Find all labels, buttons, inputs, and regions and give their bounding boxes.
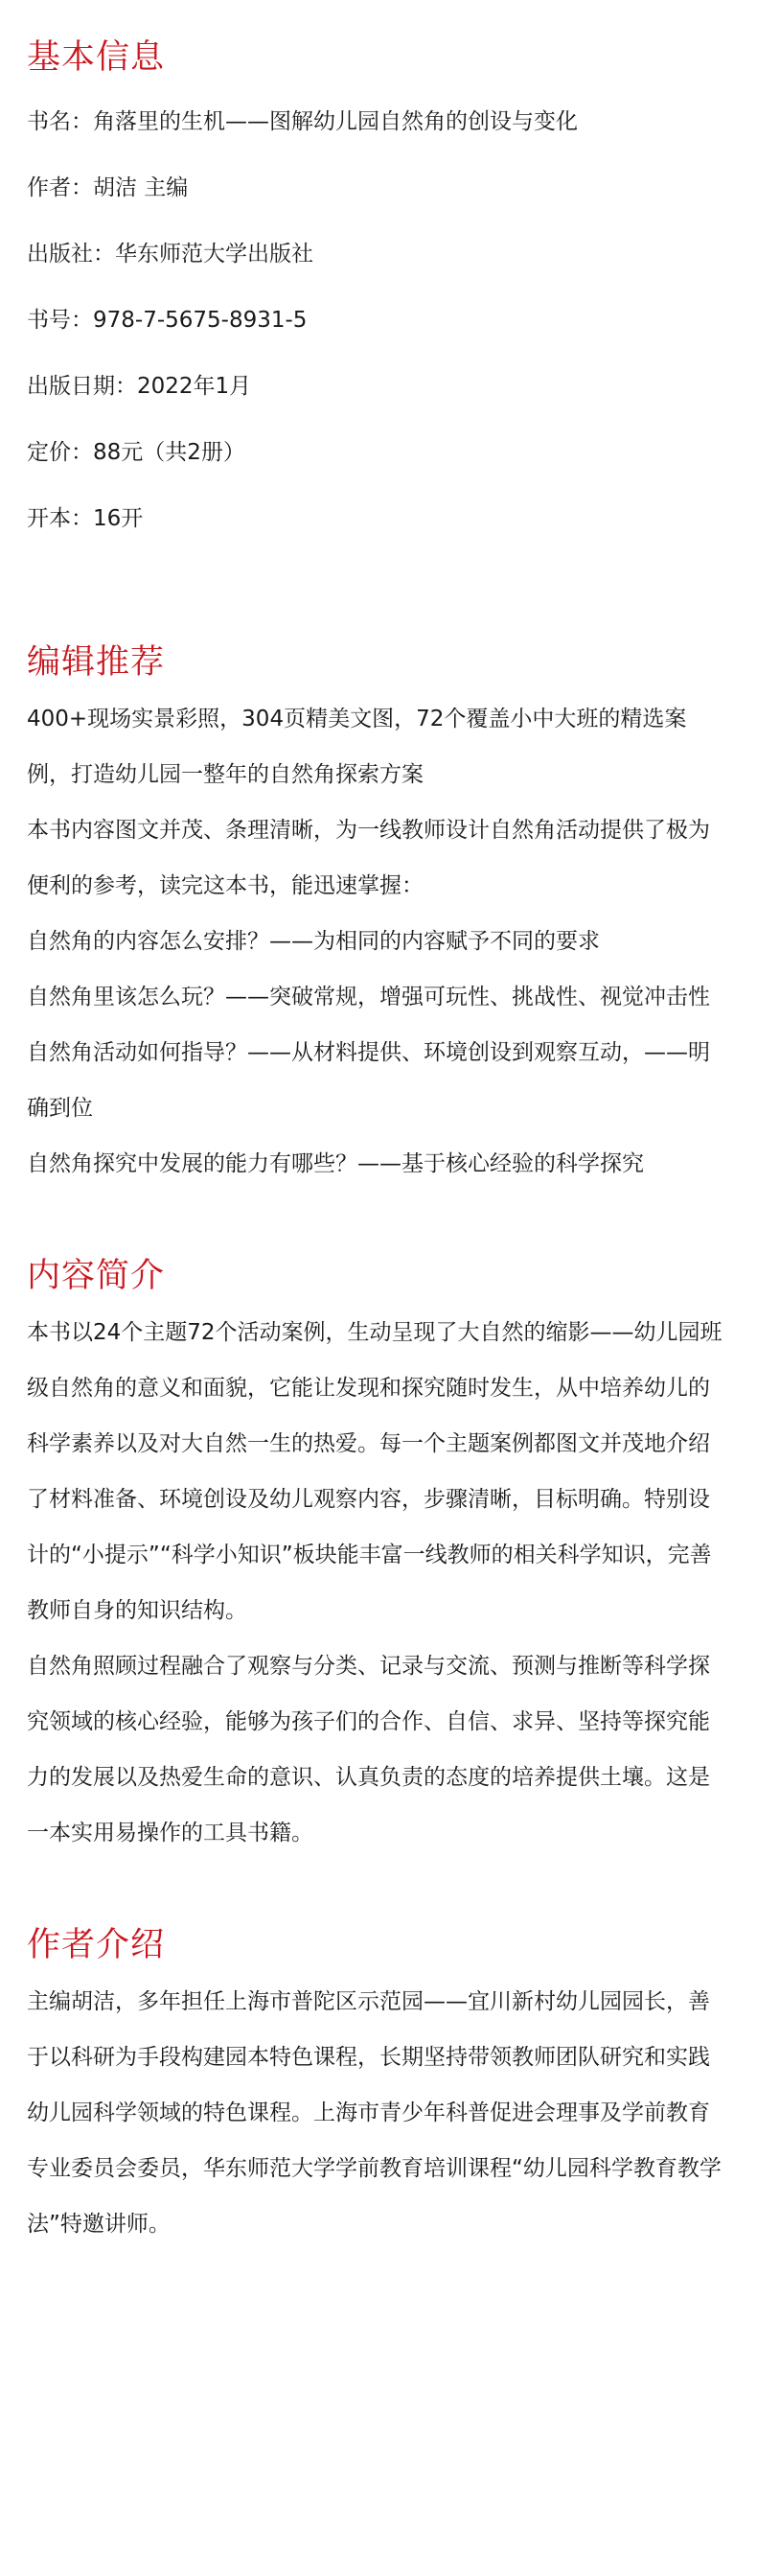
publisher-line: 出版社：华东师范大学出版社: [27, 242, 313, 267]
recommendation-paragraph: 自然角探究中发展的能力有哪些？——基于核心经验的科学探究: [27, 1151, 644, 1176]
recommendation-paragraph: 自然角的内容怎么安排？——为相同的内容赋予不同的要求: [27, 929, 600, 954]
summary-paragraph: 本书以24个主题72个活动案例，生动呈现了大自然的缩影——幼儿园班级自然角的意义和面貌，它能让发现和探究随时发生，从中培养幼儿的科学素养以及对大自然一生的热爱。每一个主题案例都图文并茂地介绍了材料准备、环境创设及幼儿观察内容，步骤清晰，目标明确。特别设计的“小提示”“科学小知识”板块能丰富一线教师的相关科学知识，完善教师自身的知识结构。: [27, 1320, 723, 1623]
publish-date-line: 出版日期：2022年1月: [27, 374, 252, 399]
recommendation-heading: 编辑推荐: [27, 643, 166, 682]
book-title-line: 书名：角落里的生机——图解幼儿园自然角的创设与变化: [27, 109, 578, 134]
recommendation-section: [27, 639, 730, 1192]
recommendation-paragraph: 自然角里该怎么玩？——突破常规，增强可玩性、挑战性、视觉冲击性: [27, 985, 710, 1010]
price-line: 定价：88元（共2册）: [27, 440, 245, 465]
summary-heading: 内容简介: [27, 1257, 166, 1295]
basic-info-section: [27, 35, 730, 578]
recommendation-paragraph: 400+现场实景彩照，304页精美文图，72个覆盖小中大班的精选案例，打造幼儿园一整年的自然角探索方案: [27, 707, 687, 787]
format-line: 开本：16开: [27, 506, 144, 531]
isbn-line: 书号：978-7-5675-8931-5: [27, 308, 308, 333]
author-line: 作者：胡洁 主编: [27, 175, 189, 200]
recommendation-paragraph: 自然角活动如何指导？——从材料提供、环境创设到观察互动，——明确到位: [27, 1040, 710, 1121]
author-paragraph: 主编胡洁，多年担任上海市普陀区示范园——宜川新村幼儿园园长，善于以科研为手段构建园本特色课程，长期坚持带领教师团队研究和实践幼儿园科学领域的特色课程。上海市青少年科普促进会理事及学前教育专业委员会委员，华东师范大学学前教育培训课程“幼儿园科学教育教学法”特邀讲师。: [27, 1989, 722, 2237]
recommendation-paragraph: 本书内容图文并茂、条理清晰，为一线教师设计自然角活动提供了极为便利的参考，读完这本书，能迅速掌握：: [27, 818, 710, 898]
author-heading: 作者介绍: [27, 1926, 166, 1964]
summary-paragraph: 自然角照顾过程融合了观察与分类、记录与交流、预测与推断等科学探究领域的核心经验，能够为孩子们的合作、自信、求异、坚持等探究能力的发展以及热爱生命的意识、认真负责的态度的培养提供土壤。这是一本实用易操作的工具书籍。: [27, 1654, 710, 1845]
basic-info-heading: 基本信息: [27, 38, 166, 77]
summary-section: [27, 1253, 730, 1861]
author-section: [27, 1922, 730, 2252]
